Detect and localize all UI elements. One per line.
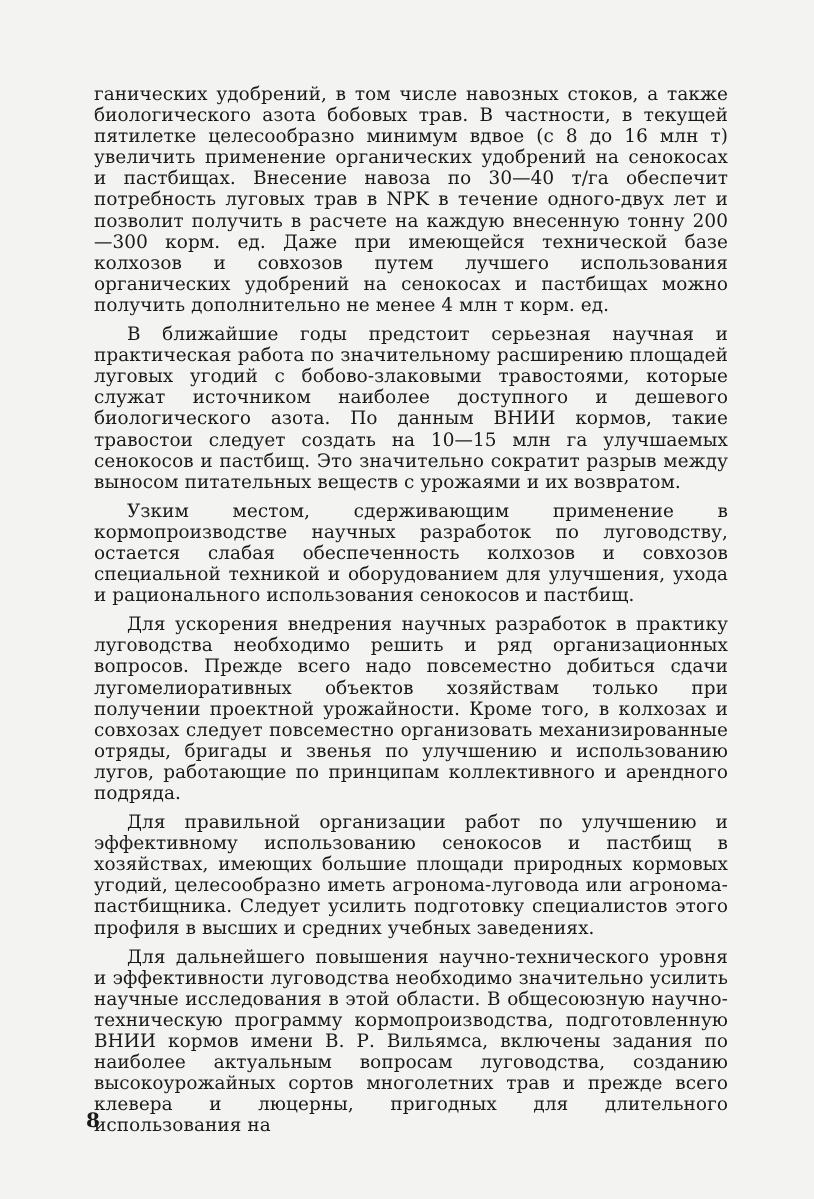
page-number: 8 [86,1108,100,1132]
paragraph-1: ганических удобрений, в том числе навозных стоков, а также биологического азота бобовых трав. В частности, в текущей пятилетке целесообразно минимум вдвое (с 8 до 16 млн т) увеличить применение органических удобрений на сенокосах и пастбищах. Внесение навоза по 30—40 т/га обеспечит потребность луговых трав в NPK в течение одного-двух лет и позволит получить в расчете на каждую внесенную тонну 200—300 корм. ед. Даже при имеющейся технической базе колхозов и совхозов путем лучшего использования органических удобрений на сенокосах и пастбищах можно получить дополнительно не менее 4 млн т корм. ед. [94,84,728,316]
page-body [94,84,728,1137]
paragraph-6: Для дальнейшего повышения научно-технического уровня и эффективности луговодства необходимо значительно усилить научные исследования в этой области. В общесоюзную научно-техническую программу кормопроизводства, подготовленную ВНИИ кормов имени В. Р. Вильямса, включены задания по наиболее актуальным вопросам луговодства, созданию высокоурожайных сортов многолетних трав и прежде всего клевера и люцерны, пригодных для длительного использования на [94,946,728,1137]
paragraph-3: Узким местом, сдерживающим применение в кормопроизводстве научных разработок по луговодству, остается слабая обеспеченность колхозов и совхозов специальной техникой и оборудованием для улучшения, ухода и рационального использования сенокосов и пастбищ. [94,500,728,607]
paragraph-4: Для ускорения внедрения научных разработок в практику луговодства необходимо решить и ряд организационных вопросов. Прежде всего надо повсеместно добиться сдачи лугомелиоративных объектов хозяйствам только при получении проектной урожайности. Кроме того, в колхозах и совхозах следует повсеместно организовать механизированные отряды, бригады и звенья по улучшению и использованию лугов, работающие по принципам коллективного и арендного подряда. [94,614,728,804]
paragraph-5: Для правильной организации работ по улучшению и эффективному использованию сенокосов и пастбищ в хозяйствах, имеющих большие площади природных кормовых угодий, целесообразно иметь агронома-луговода или агронома-пастбищника. Следует усилить подготовку специалистов этого профиля в высших и средних учебных заведениях. [94,812,728,939]
paragraph-2: В ближайшие годы предстоит серьезная научная и практическая работа по значительному расширению площадей луговых угодий с бобово-злаковыми травостоями, которые служат источником наиболее доступного и дешевого биологического азота. По данным ВНИИ кормов, такие травостои следует создать на 10—15 млн га улучшаемых сенокосов и пастбищ. Это значительно сократит разрыв между выносом питательных веществ с урожаями и их возвратом. [94,324,728,493]
